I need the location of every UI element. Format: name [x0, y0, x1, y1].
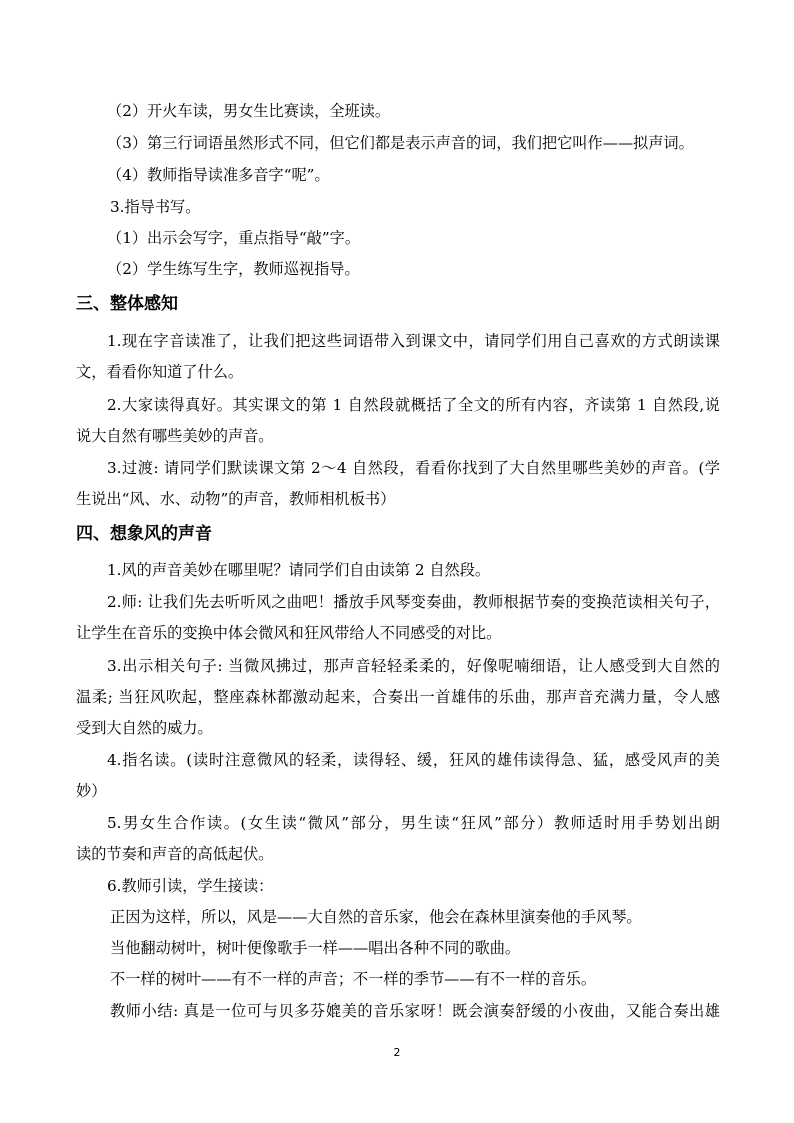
body-line: 受到大自然的威力。 [76, 719, 213, 737]
body-line: 说大自然有哪些美妙的声音。 [76, 427, 274, 445]
body-line: 1.现在字音读准了，让我们把这些词语带入到课文中，请同学们用自己喜欢的方式朗读课 [107, 332, 720, 350]
section-heading: 四、想象风的声音 [76, 524, 212, 544]
page-number: 2 [393, 1046, 401, 1059]
body-line: 2.师: 让我们先去听听风之曲吧！播放手风琴变奏曲，教师根据节奏的变换范读相关句子， [107, 593, 720, 611]
body-line: 生说出“风、水、动物”的声音，教师相机板书） [76, 490, 396, 508]
body-line: 3.过渡: 请同学们默读课文第 2～4 自然段，看看你找到了大自然里哪些美妙的声音。(学 [107, 459, 720, 477]
body-line: 当他翻动树叶，树叶便像歌手一样——唱出各种不同的歌曲。 [110, 939, 521, 957]
body-line: 让学生在音乐的变换中体会微风和狂风带给人不同感受的对比。 [76, 624, 502, 642]
body-line: （1）出示会写字，重点指导“敲”字。 [107, 229, 361, 247]
body-line: 4.指名读。(读时注意微风的轻柔，读得轻、缓，狂风的雄伟读得急、猛，感受风声的美 [107, 751, 720, 769]
body-line: 温柔; 当狂风吹起，整座森林都激动起来，合奏出一首雄伟的乐曲，那声音充满力量，令人感 [76, 688, 720, 706]
body-line: 教师小结: 真是一位可与贝多芬媲美的音乐家呀！既会演奏舒缓的小夜曲，又能合奏出雄 [110, 1002, 720, 1020]
body-line: （3）第三行词语虽然形式不同，但它们都是表示声音的词，我们把它叫作——拟声词。 [107, 134, 694, 152]
body-line: 3.指导书写。 [110, 198, 201, 216]
body-line: 正因为这样，所以，风是——大自然的音乐家，他会在森林里演奏他的手风琴。 [110, 908, 642, 926]
section-heading: 三、整体感知 [76, 294, 178, 314]
body-line: 5.男女生合作读。(女生读“微风”部分，男生读“狂风”部分）教师适时用手势划出朗 [107, 814, 720, 832]
body-line: 不一样的树叶——有不一样的声音；不一样的季节——有不一样的音乐。 [110, 970, 596, 988]
body-line: （4）教师指导读准多音字“呢”。 [107, 166, 330, 184]
body-line: （2）开火车读，男女生比赛读，全班读。 [107, 102, 391, 120]
body-line: 文，看看你知道了什么。 [76, 363, 244, 381]
body-line: 3.出示相关句子: 当微风拂过，那声音轻轻柔柔的，好像呢喃细语，让人感受到大自然的 [107, 657, 720, 675]
body-line: 读的节奏和声音的高低起伏。 [76, 845, 274, 863]
body-line: 2.大家读得真好。其实课文的第 1 自然段就概括了全文的所有内容，齐读第 1 自然段,说 [107, 396, 720, 414]
body-line: 妙） [76, 782, 107, 800]
body-line: （2）学生练写生字，教师巡视指导。 [107, 260, 360, 278]
body-line: 6.教师引读，学生接读： [107, 877, 274, 895]
body-line: 1.风的声音美妙在哪里呢？请同学们自由读第 2 自然段。 [107, 561, 491, 579]
